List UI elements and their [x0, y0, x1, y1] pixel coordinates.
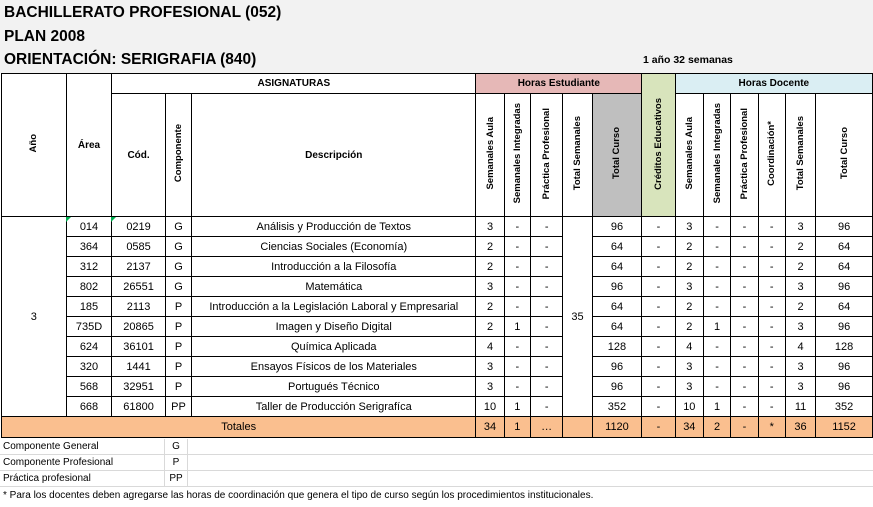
totals-label: Totales — [2, 417, 476, 438]
cod-cell: 1441 — [112, 357, 166, 377]
e-total-curso-cell: 64 — [592, 317, 642, 337]
d-aula-cell: 3 — [675, 217, 703, 237]
d-total-curso-cell: 64 — [816, 257, 873, 277]
componente-cell: P — [165, 377, 191, 397]
d-practica-cell: - — [731, 277, 758, 297]
d-practica-cell: - — [731, 257, 758, 277]
header-d-coordinacion: Coordinación* — [758, 94, 785, 217]
e-integradas-cell: 1 — [504, 317, 530, 337]
d-total-semanales-cell: 2 — [785, 237, 815, 257]
descripcion-cell: Introducción a la Filosofía — [192, 257, 476, 277]
d-integradas-cell: 1 — [703, 317, 730, 337]
d-practica-cell: - — [731, 317, 758, 337]
legend-code: G — [164, 439, 188, 455]
header-e-semanales-integradas: Semanales Integradas — [504, 94, 530, 217]
table-row — [2, 337, 873, 357]
legend-row — [0, 439, 873, 455]
d-total-semanales-cell: 3 — [785, 217, 815, 237]
componente-cell: G — [165, 237, 191, 257]
e-total-curso-cell: 96 — [592, 277, 642, 297]
descripcion-cell: Taller de Producción Serigrafíca — [192, 397, 476, 417]
legend-label: Práctica profesional — [3, 473, 91, 484]
descripcion-cell: Portugués Técnico — [192, 377, 476, 397]
table-row — [2, 237, 873, 257]
d-coordinacion-cell: - — [758, 317, 785, 337]
d-integradas-cell: - — [703, 257, 730, 277]
e-aula-cell: 2 — [476, 317, 504, 337]
d-practica-cell: - — [731, 397, 758, 417]
d-integradas-cell: - — [703, 297, 730, 317]
legend-code: P — [164, 455, 188, 471]
e-total-curso-cell: 128 — [592, 337, 642, 357]
legend-row — [0, 455, 873, 471]
e-total-semanales-cell: 35 — [563, 217, 592, 417]
total-e-aula: 34 — [476, 417, 504, 438]
e-aula-cell: 3 — [476, 277, 504, 297]
legend-label: Componente General — [3, 441, 99, 452]
d-total-curso-cell: 96 — [816, 377, 873, 397]
table-row — [2, 257, 873, 277]
creditos-cell: - — [642, 377, 675, 397]
d-aula-cell: 2 — [675, 257, 703, 277]
plan-label: PLAN 2008 — [4, 28, 85, 45]
d-coordinacion-cell: - — [758, 257, 785, 277]
header-e-practica-profesional: Práctica Profesional — [530, 94, 562, 217]
cod-cell: 0585 — [112, 237, 166, 257]
d-aula-cell: 4 — [675, 337, 703, 357]
descripcion-cell: Introducción a la Legislación Laboral y Empresarial — [192, 297, 476, 317]
header-band — [0, 0, 873, 73]
e-aula-cell: 2 — [476, 237, 504, 257]
table-row — [2, 377, 873, 397]
area-cell: 320 — [66, 357, 112, 377]
d-practica-cell: - — [731, 297, 758, 317]
e-aula-cell: 3 — [476, 357, 504, 377]
duration-label: 1 año 32 semanas — [643, 54, 733, 66]
e-practica-cell: - — [530, 217, 562, 237]
e-practica-cell: - — [530, 277, 562, 297]
d-integradas-cell: - — [703, 377, 730, 397]
e-aula-cell: 10 — [476, 397, 504, 417]
d-integradas-cell: - — [703, 357, 730, 377]
d-practica-cell: - — [731, 377, 758, 397]
cod-cell: 2113 — [112, 297, 166, 317]
d-aula-cell: 3 — [675, 357, 703, 377]
e-practica-cell: - — [530, 297, 562, 317]
d-total-curso-cell: 96 — [816, 217, 873, 237]
header-descripcion: Descripción — [192, 94, 476, 217]
e-practica-cell: - — [530, 257, 562, 277]
header-e-total-semanales: Total Semanales — [563, 94, 592, 217]
componente-cell: PP — [165, 397, 191, 417]
footnote: * Para los docentes deben agregarse las horas de coordinación que genera el tipo de curso según los procedimientos institucionales. — [3, 490, 594, 501]
program-title: BACHILLERATO PROFESIONAL (052) — [4, 4, 282, 21]
header-anio: Año — [2, 74, 67, 217]
d-aula-cell: 3 — [675, 277, 703, 297]
d-total-curso-cell: 96 — [816, 317, 873, 337]
area-cell: 802 — [66, 277, 112, 297]
cod-cell: 32951 — [112, 377, 166, 397]
header-d-semanales-integradas: Semanales Integradas — [703, 94, 730, 217]
total-d-coordinacion: * — [758, 417, 785, 438]
legend-code: PP — [164, 471, 188, 487]
d-total-semanales-cell: 2 — [785, 257, 815, 277]
total-d-aula: 34 — [675, 417, 703, 438]
d-coordinacion-cell: - — [758, 277, 785, 297]
table-row — [2, 217, 873, 237]
creditos-cell: - — [642, 397, 675, 417]
e-integradas-cell: - — [504, 217, 530, 237]
creditos-cell: - — [642, 297, 675, 317]
e-total-curso-cell: 352 — [592, 397, 642, 417]
e-aula-cell: 2 — [476, 257, 504, 277]
header-creditos: Créditos Educativos — [642, 74, 675, 217]
componente-cell: P — [165, 357, 191, 377]
e-integradas-cell: - — [504, 277, 530, 297]
legend-label: Componente Profesional — [3, 457, 114, 468]
header-area: Área — [66, 74, 112, 217]
table-row — [2, 277, 873, 297]
total-e-semanales — [563, 417, 592, 438]
total-e-practica: … — [530, 417, 562, 438]
total-e-curso: 1120 — [592, 417, 642, 438]
d-aula-cell: 10 — [675, 397, 703, 417]
d-coordinacion-cell: - — [758, 237, 785, 257]
e-practica-cell: - — [530, 337, 562, 357]
descripcion-cell: Química Aplicada — [192, 337, 476, 357]
e-practica-cell: - — [530, 357, 562, 377]
d-coordinacion-cell: - — [758, 337, 785, 357]
e-integradas-cell: - — [504, 297, 530, 317]
cod-cell: 2137 — [112, 257, 166, 277]
creditos-cell: - — [642, 317, 675, 337]
creditos-cell: - — [642, 217, 675, 237]
e-total-curso-cell: 96 — [592, 357, 642, 377]
d-coordinacion-cell: - — [758, 357, 785, 377]
d-aula-cell: 3 — [675, 377, 703, 397]
d-total-semanales-cell: 3 — [785, 357, 815, 377]
header-horas-estudiante: Horas Estudiante — [476, 74, 642, 94]
d-aula-cell: 2 — [675, 297, 703, 317]
total-e-integradas: 1 — [504, 417, 530, 438]
d-integradas-cell: - — [703, 217, 730, 237]
d-coordinacion-cell: - — [758, 217, 785, 237]
total-d-integradas: 2 — [703, 417, 730, 438]
d-aula-cell: 2 — [675, 317, 703, 337]
e-total-curso-cell: 64 — [592, 237, 642, 257]
e-practica-cell: - — [530, 397, 562, 417]
d-practica-cell: - — [731, 357, 758, 377]
d-total-semanales-cell: 3 — [785, 377, 815, 397]
area-cell: 364 — [66, 237, 112, 257]
componente-cell: P — [165, 317, 191, 337]
componente-cell: G — [165, 257, 191, 277]
creditos-cell: - — [642, 357, 675, 377]
d-total-curso-cell: 64 — [816, 237, 873, 257]
legend-row — [0, 471, 873, 487]
cell-comment-marker — [66, 217, 71, 222]
e-practica-cell: - — [530, 237, 562, 257]
cod-cell: 26551 — [112, 277, 166, 297]
d-total-semanales-cell: 3 — [785, 277, 815, 297]
e-practica-cell: - — [530, 377, 562, 397]
d-integradas-cell: - — [703, 277, 730, 297]
d-practica-cell: - — [731, 337, 758, 357]
d-integradas-cell: - — [703, 237, 730, 257]
area-cell: 312 — [66, 257, 112, 277]
header-d-semanales-aula: Semanales Aula — [675, 94, 703, 217]
componente-cell: P — [165, 297, 191, 317]
cod-cell: 0219 — [112, 217, 166, 237]
e-integradas-cell: - — [504, 337, 530, 357]
e-integradas-cell: 1 — [504, 397, 530, 417]
header-asignaturas: ASIGNATURAS — [112, 74, 476, 94]
e-total-curso-cell: 96 — [592, 217, 642, 237]
header-d-total-curso: Total Curso — [816, 94, 873, 217]
d-practica-cell: - — [731, 237, 758, 257]
header-cod: Cód. — [112, 94, 166, 217]
d-aula-cell: 2 — [675, 237, 703, 257]
cod-cell: 61800 — [112, 397, 166, 417]
descripcion-cell: Análisis y Producción de Textos — [192, 217, 476, 237]
table-row — [2, 357, 873, 377]
table-row — [2, 297, 873, 317]
d-total-curso-cell: 96 — [816, 277, 873, 297]
descripcion-cell: Ensayos Físicos de los Materiales — [192, 357, 476, 377]
cell-comment-marker — [111, 217, 116, 222]
area-cell: 735D — [66, 317, 112, 337]
area-cell: 185 — [66, 297, 112, 317]
d-practica-cell: - — [731, 217, 758, 237]
d-total-semanales-cell: 11 — [785, 397, 815, 417]
e-total-curso-cell: 64 — [592, 297, 642, 317]
d-total-semanales-cell: 4 — [785, 337, 815, 357]
total-d-practica: - — [731, 417, 758, 438]
e-total-curso-cell: 96 — [592, 377, 642, 397]
totals-row — [2, 417, 873, 438]
creditos-cell: - — [642, 237, 675, 257]
header-e-semanales-aula: Semanales Aula — [476, 94, 504, 217]
orientation-label: ORIENTACIÓN: SERIGRAFIA (840) — [4, 51, 257, 68]
area-cell: 624 — [66, 337, 112, 357]
d-total-curso-cell: 352 — [816, 397, 873, 417]
e-aula-cell: 3 — [476, 377, 504, 397]
e-aula-cell: 3 — [476, 217, 504, 237]
componente-cell: G — [165, 277, 191, 297]
e-integradas-cell: - — [504, 257, 530, 277]
header-e-total-curso: Total Curso — [592, 94, 642, 217]
total-d-semanales: 36 — [785, 417, 815, 438]
descripcion-cell: Ciencias Sociales (Economía) — [192, 237, 476, 257]
e-aula-cell: 2 — [476, 297, 504, 317]
curriculum-table — [1, 73, 873, 438]
header-horas-docente: Horas Docente — [675, 74, 872, 94]
e-total-curso-cell: 64 — [592, 257, 642, 277]
d-coordinacion-cell: - — [758, 397, 785, 417]
anio-cell: 3 — [2, 217, 67, 417]
e-practica-cell: - — [530, 317, 562, 337]
e-integradas-cell: - — [504, 357, 530, 377]
componente-cell: G — [165, 217, 191, 237]
descripcion-cell: Matemática — [192, 277, 476, 297]
d-total-curso-cell: 128 — [816, 337, 873, 357]
d-total-semanales-cell: 3 — [785, 317, 815, 337]
table-row — [2, 397, 873, 417]
creditos-cell: - — [642, 257, 675, 277]
table-row — [2, 317, 873, 337]
area-cell: 668 — [66, 397, 112, 417]
creditos-cell: - — [642, 337, 675, 357]
total-d-curso: 1152 — [816, 417, 873, 438]
d-total-semanales-cell: 2 — [785, 297, 815, 317]
creditos-cell: - — [642, 277, 675, 297]
header-d-total-semanales: Total Semanales — [785, 94, 815, 217]
d-total-curso-cell: 96 — [816, 357, 873, 377]
area-cell: 014 — [66, 217, 112, 237]
header-componente: Componente — [165, 94, 191, 217]
d-coordinacion-cell: - — [758, 377, 785, 397]
cod-cell: 20865 — [112, 317, 166, 337]
total-creditos: - — [642, 417, 675, 438]
d-coordinacion-cell: - — [758, 297, 785, 317]
e-integradas-cell: - — [504, 237, 530, 257]
e-aula-cell: 4 — [476, 337, 504, 357]
e-integradas-cell: - — [504, 377, 530, 397]
area-cell: 568 — [66, 377, 112, 397]
d-total-curso-cell: 64 — [816, 297, 873, 317]
header-d-practica-profesional: Práctica Profesional — [731, 94, 758, 217]
d-integradas-cell: 1 — [703, 397, 730, 417]
descripcion-cell: Imagen y Diseño Digital — [192, 317, 476, 337]
d-integradas-cell: - — [703, 337, 730, 357]
cod-cell: 36101 — [112, 337, 166, 357]
componente-cell: P — [165, 337, 191, 357]
